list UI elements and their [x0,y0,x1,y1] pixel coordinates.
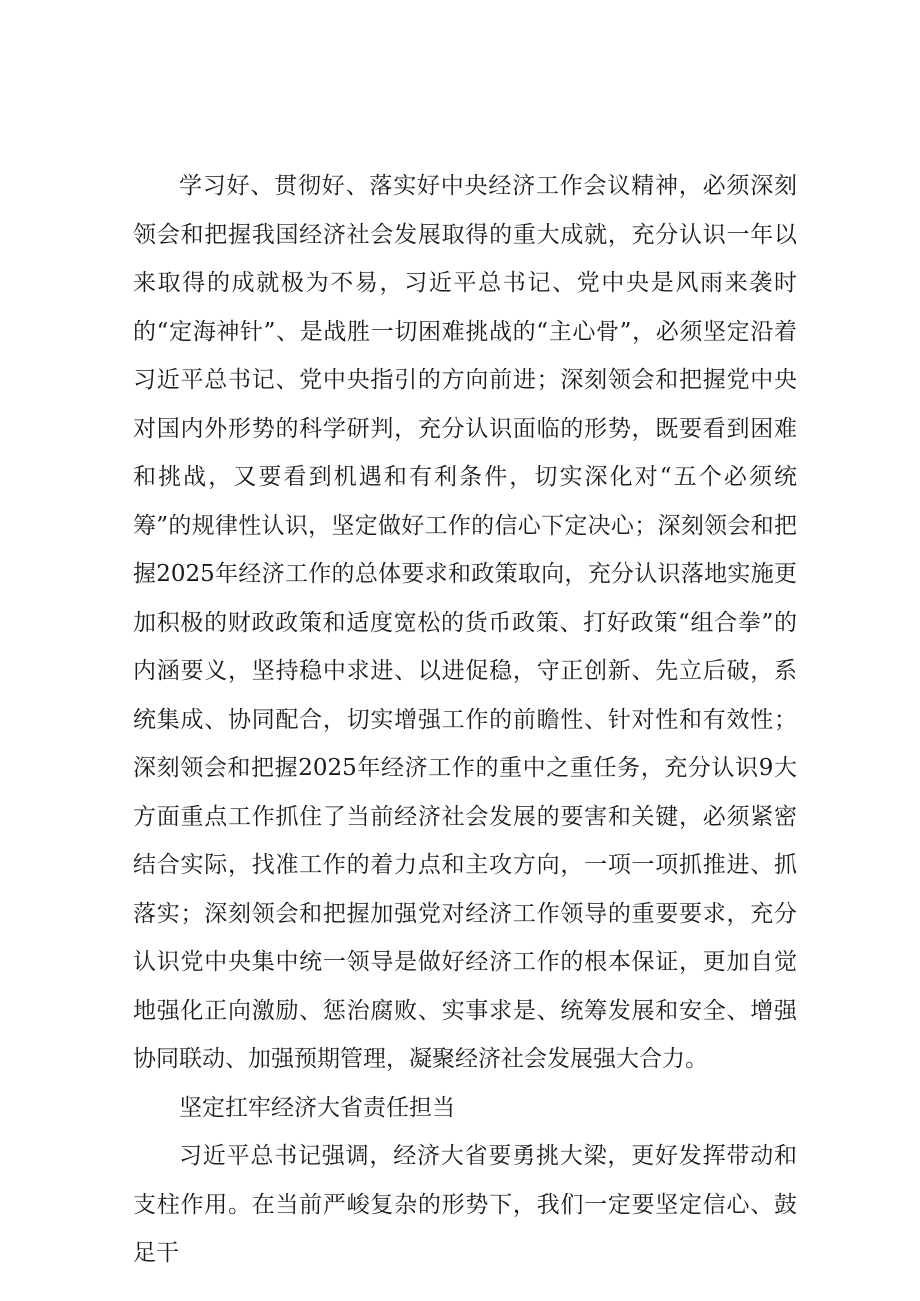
paragraph-economic-work-spirit: 学习好、贯彻好、落实好中央经济工作会议精神，必须深刻领会和把握我国经济社会发展取得的重大成就，充分认识一年以来取得的成就极为不易，习近平总书记、党中央是风雨来袭时的“定海神针”、是战胜一切困难挑战的“主心骨”，必须坚定沿着习近平总书记、党中央指引的方向前进；深刻领会和把握党中央对国内外形势的科学研判，充分认识面临的形势，既要看到困难和挑战，又要看到机遇和有利条件，切实深化对“五个必须统筹”的规律性认识，坚定做好工作的信心下定决心；深刻领会和把握2025年经济工作的总体要求和政策取向，充分认识落地实施更加积极的财政政策和适度宽松的货币政策、打好政策“组合拳”的内涵要义，坚持稳中求进、以进促稳，守正创新、先立后破，系统集成、协同配合，切实增强工作的前瞻性、针对性和有效性；深刻领会和把握2025年经济工作的重中之重任务，充分认识9大方面重点工作抓住了当前经济社会发展的要害和关键，必须紧密结合实际，找准工作的着力点和主攻方向，一项一项抓推进、抓落实；深刻领会和把握加强党对经济工作领导的重要要求，充分认识党中央集中统一领导是做好经济工作的根本保证，更加自觉地强化正向激励、惩治腐败、实事求是、统筹发展和安全、增强协同联动、加强预期管理，凝聚经济社会发展强大合力。 [133,173,797,1072]
document-body [133,162,797,1278]
section-heading: 坚定扛牢经济大省责任担当 [179,1094,455,1121]
paragraph-economic-province: 习近平总书记强调，经济大省要勇挑大梁，更好发挥带动和支柱作用。在当前严峻复杂的形势下，我们一定要坚定信心、鼓足干 [133,1143,797,1266]
